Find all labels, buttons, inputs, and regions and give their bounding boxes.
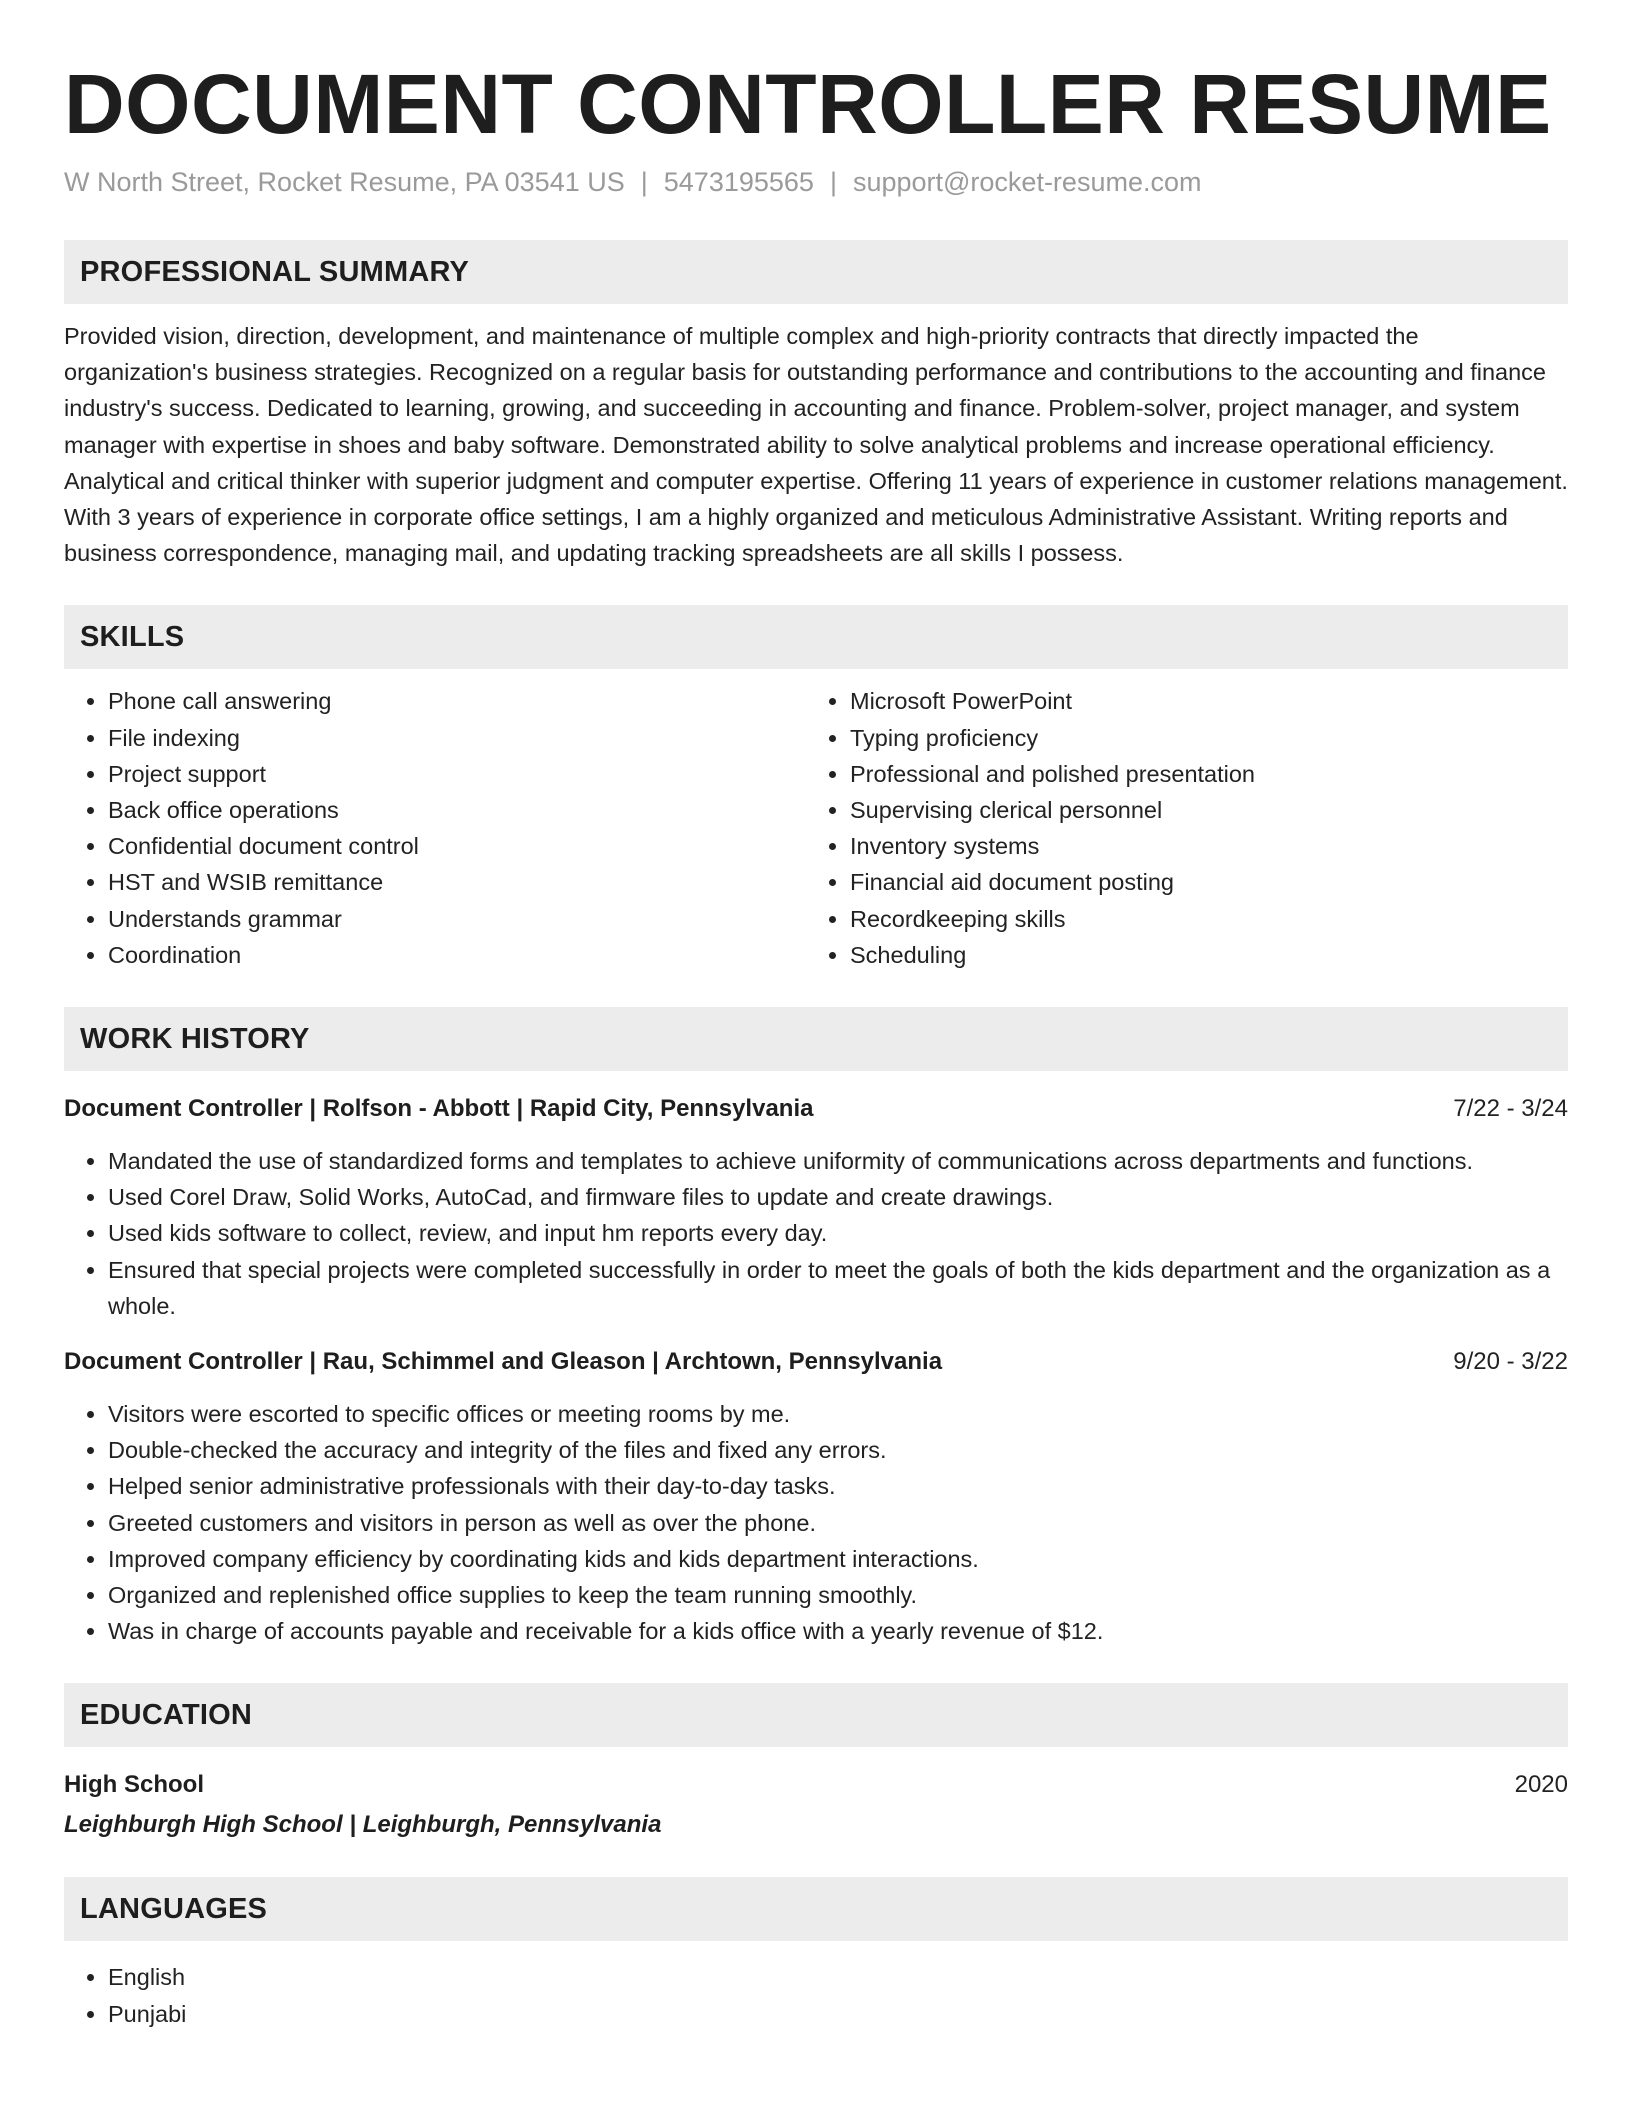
resume-page xyxy=(64,50,1568,2032)
job-bullet: • Greeted customers and visitors in person as well as over the phone. xyxy=(108,1505,1568,1541)
skill-item: • Financial aid document posting xyxy=(850,864,1548,900)
job-bullet: • Was in charge of accounts payable and receivable for a kids office with a yearly revenue of $12. xyxy=(108,1613,1568,1649)
section-header-work: WORK HISTORY xyxy=(64,1007,1568,1071)
skill-item: • Typing proficiency xyxy=(850,720,1548,756)
job-bullet: • Double-checked the accuracy and integrity of the files and fixed any errors. xyxy=(108,1432,1568,1468)
job-bullet: • Helped senior administrative professionals with their day-to-day tasks. xyxy=(108,1468,1568,1504)
section-header-education: EDUCATION xyxy=(64,1683,1568,1747)
job-bullet-list xyxy=(64,1143,1568,1324)
job-bullet-list xyxy=(64,1396,1568,1649)
skill-item: • Back office operations xyxy=(108,792,806,828)
languages-list xyxy=(64,1959,1568,2031)
job-heading: Document Controller | Rau, Schimmel and Gleason | Archtown, Pennsylvania xyxy=(64,1348,943,1376)
skill-item: • Inventory systems xyxy=(850,828,1548,864)
skill-item: • Microsoft PowerPoint xyxy=(850,683,1548,719)
resume-title: DOCUMENT CONTROLLER RESUME xyxy=(64,57,1552,151)
education-school: Leighburgh High School | Leighburgh, Pennsylvania xyxy=(64,1811,662,1839)
skill-item: • Phone call answering xyxy=(108,683,806,719)
skills-list-right xyxy=(806,683,1548,973)
job-header xyxy=(64,1091,1568,1127)
contact-email: support@rocket-resume.com xyxy=(852,167,1202,197)
skills-columns xyxy=(64,683,1568,973)
job-bullet: • Improved company efficiency by coordinating kids and kids department interactions. xyxy=(108,1541,1568,1577)
job-entry xyxy=(64,1344,1568,1649)
skill-item: • Coordination xyxy=(108,937,806,973)
skill-item: • Professional and polished presentation xyxy=(850,756,1548,792)
skill-item: • Supervising clerical personnel xyxy=(850,792,1548,828)
skills-column-left xyxy=(64,683,806,973)
skill-item: • Understands grammar xyxy=(108,901,806,937)
summary-text: Provided vision, direction, development, and maintenance of multiple complex and high-priority contracts that directly impacted the organization's business strategies. Recognized on a regular basis for outstanding performance and contributions to the accounting and finance industry's success. Dedicated to learning, growing, and succeeding in accounting and finance. Problem-solver, project manager, and system manager with expertise in shoes and baby software. Demonstrated ability to solve analytical problems and increase operational efficiency. Analytical and critical thinker with superior judgment and computer expertise. Offering 11 years of experience in customer relations management. With 3 years of experience in corporate office settings, I am a highly organized and meticulous Administrative Assistant. Writing reports and business correspondence, managing mail, and updating tracking spreadsheets are all skills I possess. xyxy=(64,323,1568,567)
contact-address: W North Street, Rocket Resume, PA 03541 US xyxy=(64,167,625,197)
skill-item: • File indexing xyxy=(108,720,806,756)
section-header-languages: LANGUAGES xyxy=(64,1877,1568,1941)
job-bullet: • Mandated the use of standardized forms and templates to achieve uniformity of communications across departments and functions. xyxy=(108,1143,1568,1179)
education-header xyxy=(64,1767,1568,1803)
contact-separator: | xyxy=(829,167,837,197)
job-entry xyxy=(64,1091,1568,1324)
section-header-summary: PROFESSIONAL SUMMARY xyxy=(64,240,1568,304)
job-heading: Document Controller | Rolfson - Abbott | Rapid City, Pennsylvania xyxy=(64,1095,814,1123)
skill-item: • Recordkeeping skills xyxy=(850,901,1548,937)
contact-phone: 5473195565 xyxy=(663,167,814,197)
skill-item: • Project support xyxy=(108,756,806,792)
skill-item: • Confidential document control xyxy=(108,828,806,864)
skills-list-left xyxy=(64,683,806,973)
skills-column-right xyxy=(806,683,1548,973)
contact-line xyxy=(64,162,1568,202)
language-item: • English xyxy=(108,1959,1568,1995)
language-item: • Punjabi xyxy=(108,1996,1568,2032)
job-bullet: • Visitors were escorted to specific offices or meeting rooms by me. xyxy=(108,1396,1568,1432)
job-bullet: • Ensured that special projects were completed successfully in order to meet the goals of both the kids department and the organization as a whole. xyxy=(108,1252,1568,1324)
skill-item: • Scheduling xyxy=(850,937,1548,973)
job-bullet: • Organized and replenished office supplies to keep the team running smoothly. xyxy=(108,1577,1568,1613)
job-bullet: • Used kids software to collect, review, and input hm reports every day. xyxy=(108,1215,1568,1251)
job-header xyxy=(64,1344,1568,1380)
job-dates: 9/20 - 3/22 xyxy=(1453,1348,1568,1376)
skill-item: • HST and WSIB remittance xyxy=(108,864,806,900)
education-year: 2020 xyxy=(1514,1771,1568,1799)
section-header-skills: SKILLS xyxy=(64,605,1568,669)
job-bullet: • Used Corel Draw, Solid Works, AutoCad, and firmware files to update and create drawings. xyxy=(108,1179,1568,1215)
education-degree: High School xyxy=(64,1771,204,1799)
contact-separator: | xyxy=(640,167,648,197)
job-dates: 7/22 - 3/24 xyxy=(1453,1095,1568,1123)
